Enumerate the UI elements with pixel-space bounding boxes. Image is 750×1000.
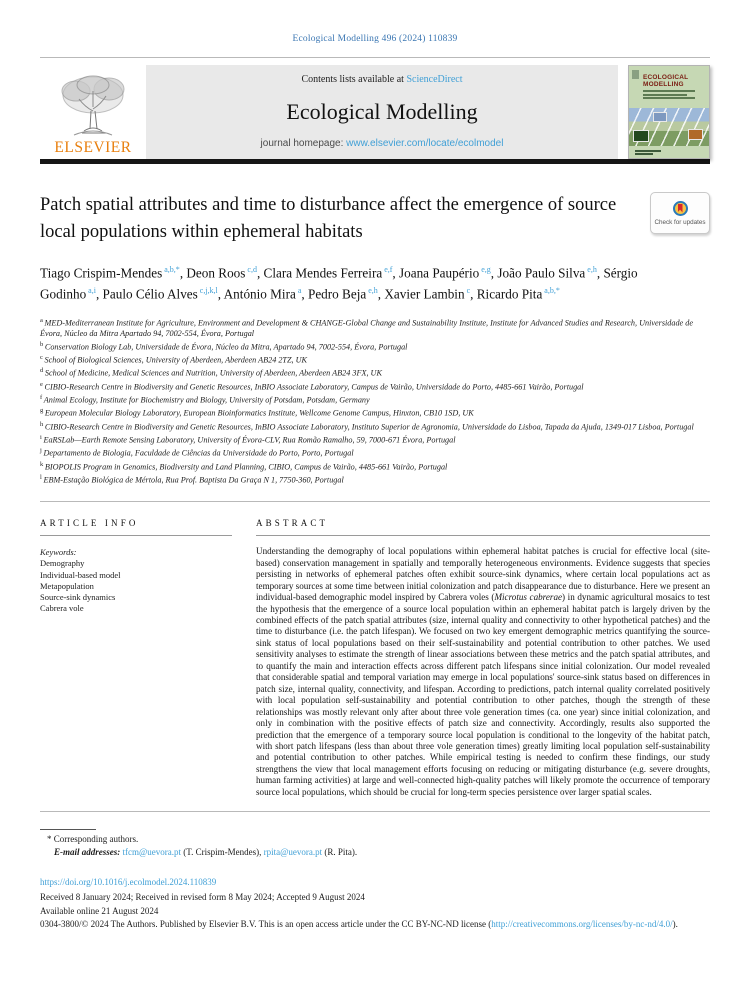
author-name: Paulo Célio Alves bbox=[102, 286, 198, 302]
received-dates: Received 8 January 2024; Received in revised form 8 May 2024; Accepted 9 August 2024 bbox=[40, 892, 365, 903]
section-divider-top bbox=[40, 501, 710, 502]
abstract-segment: ) in dynamic agricultural mosaics to test the hypothesis that the emergence of a source local population within an ephemeral habitat patch is largely driven by the combined effects of the patch spatial attributes (size, internal quality and connectivity to other hypothetical patches) and the time to disturbance (i.e. the patch lifespan). We focused on two key emergent demographic metrics quantifying the source-sink status of local populations based on their self-sustainability and potential contribution to other patches. We used sensitivity analyses to estimate the strength of linear associations between these metrics and the patch spatial attributes, and to quantify the main and interaction effects across different patch lifespans since initial colonization. Our model revealed that considerable spatial and temporal variation may emerge in local populations' source-sink status based on differences in patch size, internal quality, connectivity, and lifespan. According to predictions, patch internal quality correlated positively with local population self-sustainability and potential contribution to other patches, though the strength of these relationships was mostly relevant only after about three vole generation times (ca. one year) since initial colonization, and only in combination with the positive effects of patch size and connectivity. Accordingly, results also supported the prediction that the emergence of a temporary source local population is conditional to the longevity of the habitat patch, with short patch lifespans (less than about three vole generation times) greatly limiting local population self-sustainability and potential contribution to other patches. While empirical testing is needed to confirm these findings, our study strengthens the view that local management efforts focusing on reducing or mitigating disturbance (e.g. severe droughts, human farming activities) at large and well-connected high-quality patches will likely promote the occurrence of temporary source local populations, which should be crucial for long-term species persistence over larger spatial scales. bbox=[256, 592, 711, 797]
affiliation-list bbox=[40, 316, 710, 487]
elsevier-wordmark: ELSEVIER bbox=[54, 139, 132, 156]
info-abstract-columns bbox=[40, 518, 710, 798]
email-2-suffix: (R. Pita). bbox=[322, 847, 358, 858]
author-name: Sérgio Godinho bbox=[40, 265, 638, 302]
section-divider-bottom bbox=[40, 811, 710, 812]
author-name: Clara Mendes Ferreira bbox=[263, 265, 383, 281]
footer-metadata bbox=[40, 876, 710, 931]
affiliation-line: $^f$ Animal Ecology, Institute for Biochemistry and Biology, University of Potsdam, Potsdam, Germany bbox=[40, 394, 370, 405]
bookmark-icon bbox=[678, 204, 683, 213]
keyword-list bbox=[40, 558, 232, 614]
email-1-suffix: (T. Crispim-Mendes), bbox=[181, 847, 264, 858]
cc-license-link[interactable]: http://creativecommons.org/licenses/by-nc-nd/4.0/ bbox=[491, 918, 673, 929]
affiliation-line: $^g$ European Molecular Biology Laboratory, European Bioinformatics Institute, Wellcome Genome Campus, Hinxton, CB10 1SD, UK bbox=[40, 407, 474, 419]
contents-line bbox=[301, 74, 462, 85]
journal-citation-header[interactable]: Ecological Modelling 496 (2024) 110839 bbox=[292, 34, 458, 44]
keywords-label: Keywords: bbox=[40, 547, 77, 558]
affiliation-line: $^e$ CIBIO-Research Centre in Biodiversity and Genetic Resources, InBIO Associate Laboratory, Campus de Vairão, Universidade do Porto, 4485-661 Vairão, Portugal bbox=[40, 380, 584, 392]
cover-subtitle-bars bbox=[643, 90, 705, 99]
top-divider bbox=[40, 57, 710, 58]
author-name: Deon Roos bbox=[186, 265, 246, 281]
author-affiliation-sup: e,h bbox=[366, 285, 378, 295]
affiliation-label: h bbox=[40, 420, 45, 428]
email-addresses-line bbox=[40, 846, 710, 859]
keyword-item: Cabrera vole bbox=[40, 603, 84, 614]
copyright-suffix: ). bbox=[672, 918, 678, 929]
abstract-species-name: Microtus cabrerae bbox=[494, 592, 563, 603]
author-affiliation-sup: a,i bbox=[86, 285, 96, 295]
author-list: Tiago Crispim-Mendes $^{a,b,*}$, Deon Roos $^{c,d}$, Clara Mendes Ferreira $^{e,f}$, Joana Paupério $^{e,g}$, João Paulo Silva $^{e,h}$, Sérgio Godinho $^{a,i}$, Paulo Célio Alves $^{c,j,k,l}$, António Mira $^a$, Pedro Beja $^{e,h}$, Xavier Lambin $^c$, Ricardo Pita $^{a,b,*}$ bbox=[40, 265, 638, 302]
available-online: Available online 21 August 2024 bbox=[40, 905, 159, 916]
affiliation-label: b bbox=[40, 340, 45, 348]
author-name: João Paulo Silva bbox=[497, 265, 586, 281]
affiliation-label: d bbox=[40, 367, 45, 375]
copyright-text: 0304-3800/© 2024 The Authors. Published by Elsevier B.V. This is an open access article under the CC BY-NC-ND license ( bbox=[40, 918, 492, 929]
keyword-item: Demography bbox=[40, 558, 85, 569]
elsevier-logo bbox=[40, 65, 146, 159]
contents-line-text: Contents lists available at bbox=[301, 74, 407, 85]
abstract-heading: ABSTRACT bbox=[256, 518, 329, 529]
copyright-line bbox=[40, 918, 710, 931]
affiliation-label: i bbox=[40, 434, 44, 441]
email-link-2[interactable]: rpita@uevora.pt bbox=[263, 847, 323, 858]
cover-photo-3 bbox=[688, 129, 703, 140]
cover-photo-2 bbox=[653, 112, 667, 122]
homepage-line bbox=[261, 138, 504, 149]
author-affiliation-sup: e,g bbox=[479, 265, 491, 274]
affiliation-line: $^i$ EaRSLab—Earth Remote Sensing Laboratory, University of Évora-CLV, Rua Romão Ramalho, 59, 7000-671 Évora, Portugal bbox=[40, 434, 456, 445]
check-for-updates-icon bbox=[673, 201, 688, 216]
cover-logo-mark bbox=[632, 70, 639, 79]
author-affiliation-sup: a,b,* bbox=[542, 285, 560, 295]
affiliation-label: f bbox=[40, 394, 44, 402]
author-name: Pedro Beja bbox=[307, 286, 367, 302]
abstract-text bbox=[256, 546, 710, 798]
affiliation-line: $^d$ School of Medicine, Medical Sciences and Nutrition, University of Aberdeen, Aberdeen AB24 3FX, UK bbox=[40, 367, 382, 379]
journal-cover-thumbnail bbox=[628, 65, 710, 159]
author-name: Joana Paupério bbox=[399, 265, 480, 281]
article-info-column bbox=[40, 518, 232, 798]
author-name: Tiago Crispim-Mendes bbox=[40, 265, 163, 281]
journal-title: Ecological Modelling bbox=[286, 98, 478, 124]
affiliation-line: $^h$ CIBIO-Research Centre in Biodiversity and Genetic Resources, InBIO Associate Laboratory, Instituto Superior de Agronomia, Universidade do Lisboa, Tapada da Ajuda, 1349-017 Lisboa, Portugal bbox=[40, 420, 694, 432]
keyword-item: Source-sink dynamics bbox=[40, 591, 116, 602]
email-addresses-label: E-mail addresses: bbox=[54, 847, 121, 858]
affiliation-line: $^k$ BIOPOLIS Program in Genomics, Biodiversity and Land Planning, CIBIO, Campus de Vairão, 4485-661 Vairão, Portugal bbox=[40, 460, 448, 472]
author-affiliation-sup: a bbox=[295, 285, 302, 295]
affiliation-line: $^b$ Conservation Biology Lab, Universidade de Évora, Núcleo da Mitra, Apartado 94, 7002-554, Évora, Portugal bbox=[40, 340, 408, 352]
affiliation-label: e bbox=[40, 380, 45, 388]
affiliation-label: a bbox=[40, 316, 45, 324]
cover-footer-bars bbox=[635, 148, 661, 155]
check-for-updates-label: Check for updates bbox=[654, 218, 706, 226]
keyword-item: Individual-based model bbox=[40, 569, 121, 580]
journal-banner bbox=[146, 65, 618, 159]
article-info-heading: ARTICLE INFO bbox=[40, 518, 139, 529]
author-affiliation-sup: c,d bbox=[245, 265, 257, 274]
affiliation-line: $^c$ School of Biological Sciences, University of Aberdeen, Aberdeen AB24 2TZ, UK bbox=[40, 354, 307, 365]
abstract-segment: Understanding the demography of local populations within ephemeral habitat patches is crucial for effective local (site-based) conservation management in spatially and temporally heterogeneous environments. Evidence suggests that species persisting in networks of ephemeral patches often exhibit source-sink dynamics, where certain local populations act as temporary sources at some time between initial colonization and patch disappearance due to disturbance. Here we present an individual-based demographic model inspired by Cabrera voles ( bbox=[256, 546, 710, 603]
affiliation-label: l bbox=[40, 473, 44, 481]
cover-photo-strip bbox=[629, 108, 709, 146]
author-affiliation-sup: e,h bbox=[585, 265, 597, 274]
affiliation-line: $^l$ EBM-Estação Biológica de Mértola, Rua Prof. Baptista Da Graça N 1, 7750-360, Portugal bbox=[40, 473, 344, 485]
homepage-label: journal homepage: bbox=[260, 138, 347, 149]
article-title: Patch spatial attributes and time to disturbance affect the emergence of source local populations within ephemeral habitats bbox=[40, 195, 617, 242]
masthead bbox=[40, 65, 710, 159]
corresponding-authors-note: * Corresponding authors. bbox=[47, 834, 139, 845]
affiliation-line: $^a$ MED-Mediterranean Institute for Agriculture, Environment and Development & CHANGE-Global Change and Sustainability Institute, Institute for Advanced Studies and Research, Universidade de Évora, Núcleo da Mitra Apartado 94, 7002-554, Évora, Portugal bbox=[40, 316, 693, 339]
author-name: António Mira bbox=[223, 286, 296, 302]
article-info-rule bbox=[40, 535, 232, 536]
author-name: Ricardo Pita bbox=[476, 286, 543, 302]
elsevier-tree-icon bbox=[54, 73, 132, 141]
keyword-item: Metapopulation bbox=[40, 580, 94, 591]
title-row bbox=[40, 192, 710, 246]
author-affiliation-sup: c bbox=[464, 285, 471, 295]
email-link-1[interactable]: tfcm@uevora.pt bbox=[122, 847, 182, 858]
sciencedirect-link[interactable]: ScienceDirect bbox=[406, 74, 463, 85]
abstract-rule bbox=[256, 535, 710, 536]
author-name: Xavier Lambin bbox=[384, 286, 465, 302]
affiliation-label: k bbox=[40, 460, 45, 468]
affiliation-label: c bbox=[40, 354, 45, 362]
cover-title: ECOLOGICAL MODELLING bbox=[643, 74, 689, 88]
affiliation-label: j bbox=[40, 447, 44, 455]
author-affiliation-sup: e,f bbox=[382, 265, 393, 274]
abstract-column bbox=[256, 518, 710, 798]
cover-photo-1 bbox=[633, 130, 649, 142]
author-affiliation-sup: a,b,* bbox=[162, 265, 180, 274]
footnote-rule bbox=[40, 829, 96, 830]
author-affiliation-sup: c,j,k,l bbox=[197, 285, 218, 295]
homepage-url-link[interactable]: www.elsevier.com/locate/ecolmodel bbox=[346, 138, 504, 149]
check-for-updates-badge[interactable] bbox=[650, 192, 710, 234]
masthead-black-bar bbox=[40, 159, 710, 164]
affiliation-label: g bbox=[40, 407, 45, 415]
affiliation-line: $^j$ Departamento de Biologia, Faculdade de Ciências da Universidade do Porto, Porto, Portugal bbox=[40, 447, 354, 459]
doi-link[interactable]: https://doi.org/10.1016/j.ecolmodel.2024.110839 bbox=[40, 877, 217, 888]
